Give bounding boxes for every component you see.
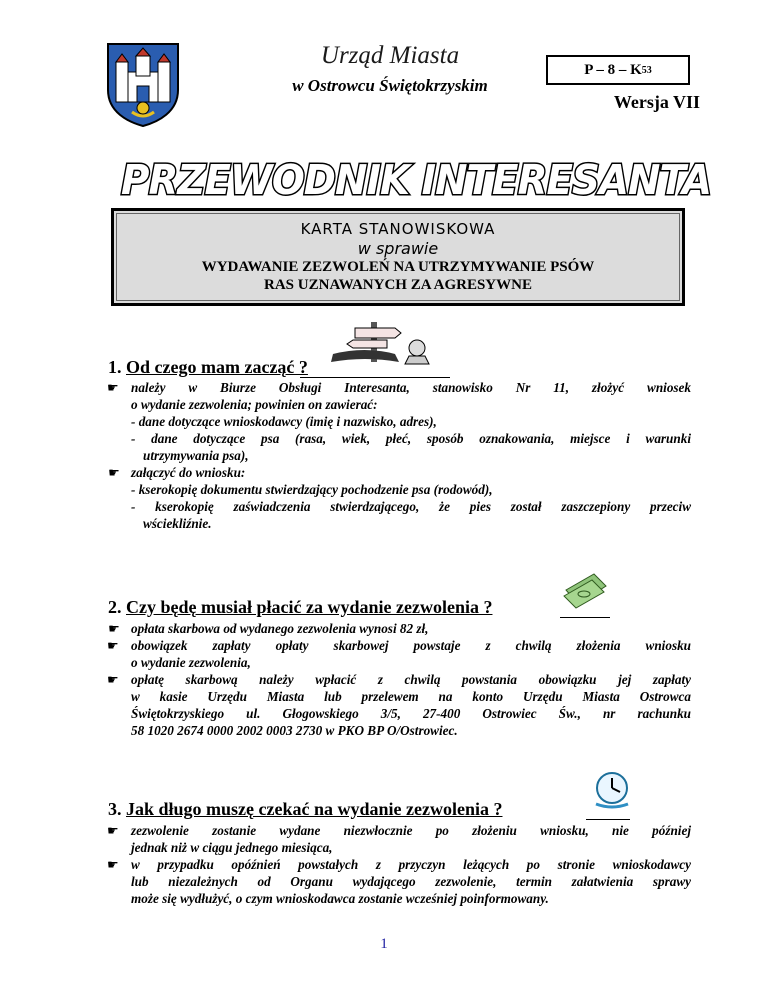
pointing-hand-icon: ☛	[107, 380, 119, 395]
item-text: zezwolenie zostanie wydane niezwłocznie po złożeniu wniosku, nie później	[131, 823, 691, 838]
list-item	[107, 856, 691, 873]
document-code-main: P – 8 – K	[584, 61, 642, 78]
item-text: utrzymywania psa),	[143, 448, 249, 463]
list-item	[108, 464, 691, 481]
item-text: jednak niż w ciągu jednego miesiąca,	[131, 840, 333, 855]
page-number: 1	[380, 936, 388, 952]
item-text: o wydanie zezwolenia,	[131, 655, 251, 670]
list-item	[107, 822, 691, 839]
pointing-hand-icon: ☛	[107, 672, 119, 687]
section-1-number: 1.	[108, 357, 122, 377]
item-text: o wydanie zezwolenia; powinien on zawierać:	[131, 397, 378, 412]
item-text: 58 1020 2674 0000 2002 0003 2730 w PKO BP O/Ostrowiec.	[131, 723, 458, 738]
section-2-title: Czy będę musiał płacić za wydanie zezwolenia ?	[126, 597, 493, 617]
pointing-hand-icon: ☛	[108, 621, 120, 636]
office-subtitle: w Ostrowcu Świętokrzyskim	[292, 76, 488, 95]
section-1-heading	[108, 357, 308, 378]
section-3-number: 3.	[108, 799, 122, 819]
banner-text: PRZEWODNIK INTERESANTA	[121, 156, 711, 204]
list-item	[107, 379, 691, 396]
item-text: - kserokopię zaświadczenia stwierdzającego, że pies został zaszczepiony przeciw	[131, 499, 691, 514]
pointing-hand-icon: ☛	[107, 638, 119, 653]
section-2-number: 2.	[108, 597, 122, 617]
item-text: załączyć do wniosku:	[131, 465, 246, 480]
section-3-title: Jak długo muszę czekać na wydanie zezwolenia ?	[126, 799, 503, 819]
item-text: - kserokopię dokumentu stwierdzający pochodzenie psa (rodowód),	[131, 482, 493, 497]
item-text: opłata skarbowa od wydanego zezwolenia wynosi 82 zł,	[131, 621, 429, 636]
item-text: obowiązek zapłaty opłaty skarbowej powstaje z chwilą złożenia wniosku	[131, 638, 691, 653]
document-code	[546, 55, 690, 85]
list-item	[107, 637, 691, 654]
money-illustration-icon	[560, 568, 610, 610]
section-1-title: Od czego mam zacząć ?	[126, 357, 308, 377]
pointing-hand-icon: ☛	[108, 465, 120, 480]
document-version: Wersja VII	[613, 92, 700, 112]
document-code-sub: 53	[641, 64, 652, 76]
item-text: lub niezależnych od Organu wydającego zezwolenie, termin załatwienia sprawy	[131, 874, 691, 889]
item-text: wściekliźnie.	[143, 516, 212, 531]
item-text: - dane dotyczące wnioskodawcy (imię i nazwisko, adres),	[131, 414, 437, 429]
city-crest-icon	[106, 42, 180, 128]
card-title: KARTA STANOWISKOWA	[300, 220, 496, 238]
list-item	[107, 671, 691, 688]
section-3-rule	[586, 819, 630, 820]
item-text: należy w Biurze Obsługi Interesanta, stanowisko Nr 11, złożyć wniosek	[131, 380, 691, 395]
item-text: Świętokrzyskiego ul. Głogowskiego 3/5, 27-400 Ostrowiec Św., nr rachunku	[131, 706, 691, 721]
section-2-heading	[108, 597, 492, 618]
guide-banner	[118, 150, 714, 206]
item-text: w przypadku opóźnień powstałych z przyczyn leżących po stronie wnioskodawcy	[131, 857, 691, 872]
card-subtitle: w sprawie	[357, 239, 439, 258]
list-item	[108, 620, 691, 637]
section-1-rule	[300, 377, 450, 378]
clock-illustration-icon	[590, 768, 634, 810]
card-subtitle-wrap	[117, 239, 679, 258]
card-subject-line-1: WYDAWANIE ZEZWOLEŃ NA UTRZYMYWANIE PSÓW	[201, 259, 595, 275]
info-card	[111, 208, 685, 306]
card-subject-line-2: RAS UZNAWANYCH ZA AGRESYWNE	[264, 277, 532, 293]
item-text: - dane dotyczące psa (rasa, wiek, płeć, sposób oznakowania, miejsce i warunki	[131, 431, 691, 446]
section-2-rule	[560, 617, 610, 618]
section-3-heading	[108, 799, 502, 820]
pointing-hand-icon: ☛	[107, 857, 119, 872]
item-text: może się wydłużyć, o czym wnioskodawca zostanie wcześniej poinformowany.	[131, 891, 549, 906]
pointing-hand-icon: ☛	[107, 823, 119, 838]
item-text: w kasie Urzędu Miasta lub przelewem na konto Urzędu Miasta Ostrowca	[131, 689, 691, 704]
signpost-illustration-icon	[325, 320, 443, 366]
office-title: Urząd Miasta	[320, 42, 460, 69]
item-text: opłatę skarbową należy wpłacić z chwilą powstania obowiązku jej zapłaty	[131, 672, 691, 687]
